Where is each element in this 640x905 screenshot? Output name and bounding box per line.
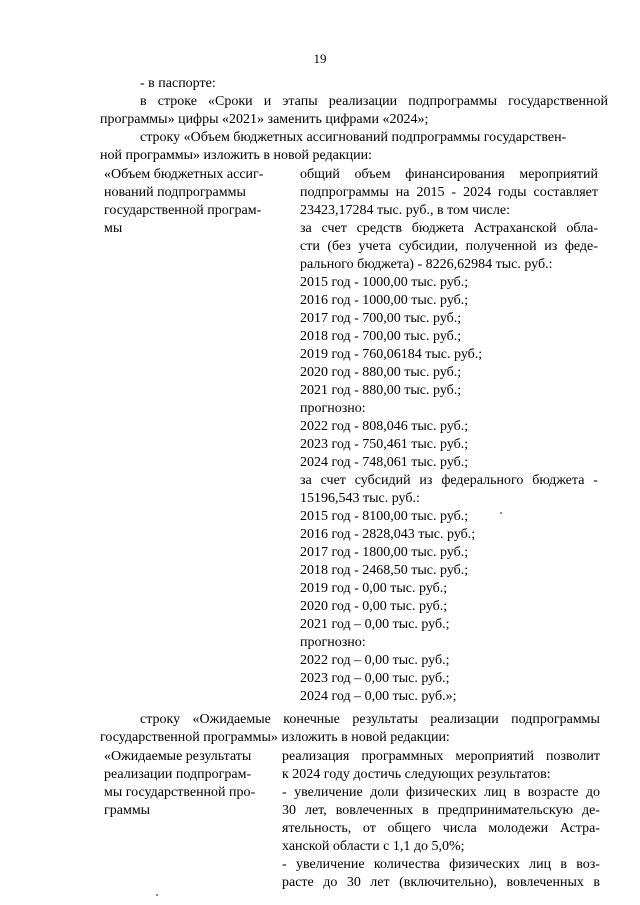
budget-right-line: 2019 год - 760,06184 тыс. руб.; — [300, 347, 483, 362]
budget-right-line: 2016 год - 1000,00 тыс. руб.; — [300, 293, 469, 308]
results-right-line: - увеличение доли физических лиц в возрасте до — [282, 785, 600, 800]
results-intro-line-1: строку «Ожидаемые конечные результаты реализации подпрограммы — [140, 712, 600, 727]
results-right-line: реализация программных мероприятий позволит — [282, 749, 600, 764]
results-left-line: реализации подпрограм- — [104, 767, 252, 782]
budget-right-line: 2022 год - 808,046 тыс. руб.; — [300, 419, 469, 434]
results-left-line: граммы — [104, 803, 151, 818]
page-number: 19 — [313, 51, 327, 66]
budget-right-line: 2020 год - 0,00 тыс. руб.; — [300, 599, 448, 614]
budget-right-line: общий объем финансирования мероприятий — [300, 167, 598, 182]
budget-right-line: 2016 год - 2828,043 тыс. руб.; — [300, 527, 476, 542]
budget-left-line: нований подпрограммы — [104, 185, 246, 200]
results-right-line: ханской области с 1,1 до 5,0%; — [282, 839, 465, 854]
budget-right-line: за счет средств бюджета Астраханской обла- — [300, 221, 598, 236]
volume-line-2: ной программы» изложить в новой редакции: — [100, 148, 373, 163]
results-right-line: ятельность, от общего числа молодежи Астра- — [282, 821, 600, 836]
budget-right-line: за счет субсидий из федерального бюджета - — [300, 473, 598, 488]
budget-left-line: мы — [104, 221, 123, 236]
budget-right-line: 23423,17284 тыс. руб., в том числе: — [300, 203, 510, 218]
budget-right-line: 2015 год - 1000,00 тыс. руб.; — [300, 275, 469, 290]
budget-right-line: рального бюджета) - 8226,62984 тыс. руб.: — [300, 257, 553, 272]
results-left-line: мы государственной про- — [104, 785, 256, 800]
budget-right-line: прогнозно: — [300, 635, 366, 650]
budget-right-line: 2015 год - 8100,00 тыс. руб.; — [300, 509, 469, 524]
results-left-line: «Ожидаемые результаты — [104, 749, 252, 764]
results-right-line: - увеличение количества физических лиц в воз- — [282, 857, 600, 872]
budget-right-line: 2019 год - 0,00 тыс. руб.; — [300, 581, 448, 596]
budget-right-line: 2021 год - 880,00 тыс. руб.; — [300, 383, 462, 398]
budget-right-line: сти (без учета субсидии, полученной из феде- — [300, 239, 598, 254]
results-right-line: 30 лет, вовлеченных в предпринимательскую де- — [282, 803, 600, 818]
budget-right-line: 2023 год - 750,461 тыс. руб.; — [300, 437, 469, 452]
results-right-line: к 2024 году достичь следующих результатов: — [282, 767, 551, 782]
results-intro-line-2: государственной программы» изложить в новой редакции: — [100, 730, 450, 745]
budget-right-line: 2020 год - 880,00 тыс. руб.; — [300, 365, 462, 380]
budget-right-line: 2017 год - 700,00 тыс. руб.; — [300, 311, 462, 326]
budget-right-line: 2018 год - 700,00 тыс. руб.; — [300, 329, 462, 344]
terms-line-2: программы» цифры «2021» заменить цифрами «2024»; — [100, 112, 429, 127]
budget-right-line: подпрограммы на 2015 - 2024 годы составляет — [300, 185, 598, 200]
scan-speck — [156, 894, 158, 896]
budget-right-line: 2017 год - 1800,00 тыс. руб.; — [300, 545, 469, 560]
budget-left-line: «Объем бюджетных ассиг- — [104, 167, 264, 182]
volume-line-1: строку «Объем бюджетных ассигнований подпрограммы государствен- — [140, 130, 567, 145]
budget-right-line: 2018 год - 2468,50 тыс. руб.; — [300, 563, 469, 578]
budget-right-line: 2024 год - 748,061 тыс. руб.; — [300, 455, 469, 470]
results-right-line: расте до 30 лет (включительно), вовлеченных в — [282, 875, 600, 890]
budget-right-line: прогнозно: — [300, 401, 366, 416]
budget-left-line: государственной програм- — [104, 203, 262, 218]
budget-right-line: 2024 год – 0,00 тыс. руб.»; — [300, 689, 457, 704]
budget-right-line: 15196,543 тыс. руб.: — [300, 491, 420, 506]
budget-right-line: 2022 год – 0,00 тыс. руб.; — [300, 653, 450, 668]
budget-right-line: 2021 год – 0,00 тыс. руб.; — [300, 617, 450, 632]
scan-speck — [500, 512, 502, 514]
terms-line-1: в строке «Сроки и этапы реализации подпрограммы государственной — [140, 94, 608, 109]
passport-line: - в паспорте: — [140, 76, 216, 91]
budget-right-line: 2023 год – 0,00 тыс. руб.; — [300, 671, 450, 686]
